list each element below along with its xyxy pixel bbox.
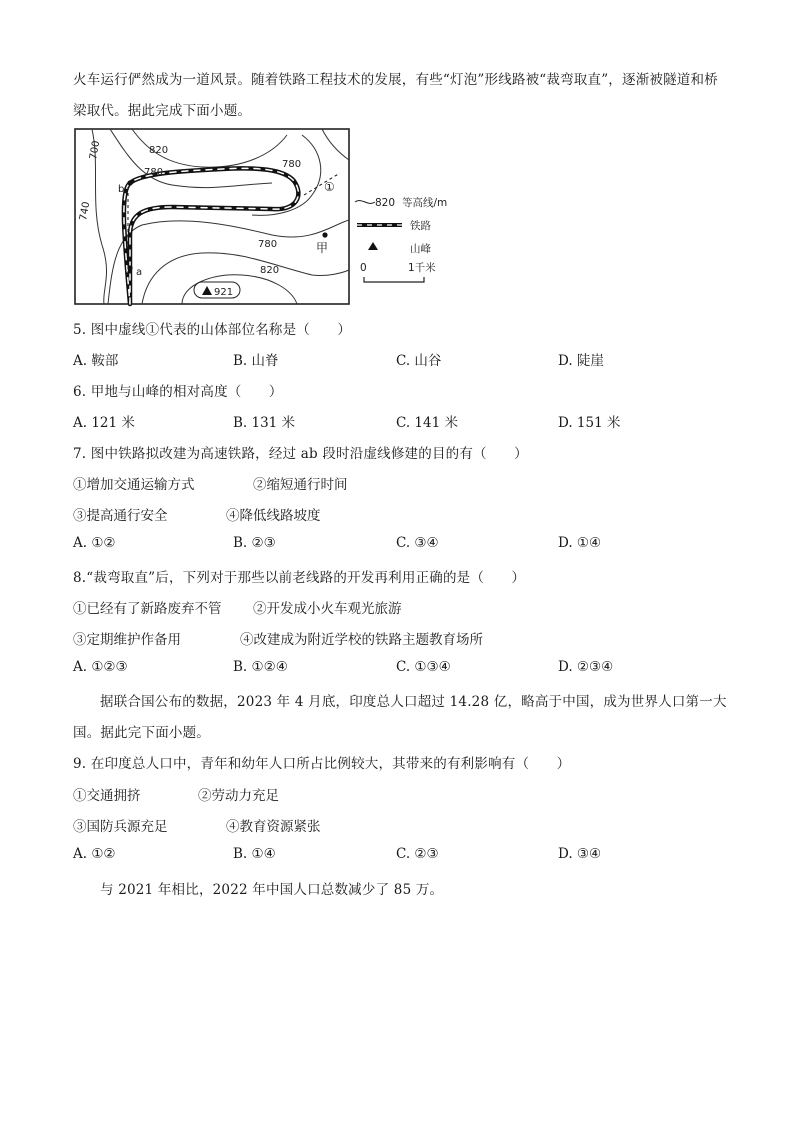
contour-label-700: 700: [88, 139, 103, 161]
q9-option-c[interactable]: C. ②③: [396, 846, 439, 862]
label-b: b: [118, 184, 125, 195]
q7-item-2: ②缩短通行时间: [253, 477, 348, 493]
passage3-line-1: 与 2021 年相比，2022 年中国人口总数减少了 85 万。: [100, 882, 444, 898]
label-jia: 甲: [316, 241, 329, 255]
contour-label-780c: 780: [258, 239, 278, 250]
q8-item-3: ③定期维护作备用: [73, 632, 181, 648]
map-svg: [72, 125, 462, 307]
q6-option-c[interactable]: C. 141 米: [396, 415, 458, 431]
q7-option-a[interactable]: A. ①②: [73, 535, 116, 551]
q5-option-c[interactable]: C. 山谷: [396, 353, 442, 369]
contour-label-820: 820: [149, 145, 169, 156]
q6-option-a[interactable]: A. 121 米: [73, 415, 135, 431]
passage2-line-1: 据联合国公布的数据，2023 年 4 月底，印度总人口超过 14.28 亿，略高于中国，成为世界人口第一大: [100, 694, 727, 710]
q7-option-c[interactable]: C. ③④: [396, 535, 439, 551]
contour-line: [142, 253, 349, 304]
q8-option-d[interactable]: D. ②③④: [558, 659, 614, 675]
q8-item-4: ④改建成为附近学校的铁路主题教育场所: [240, 632, 483, 648]
legend-scale-km: 1千米: [408, 262, 436, 274]
point-jia-marker: [322, 232, 327, 237]
topographic-map: [72, 125, 462, 307]
q9-option-a[interactable]: A. ①②: [73, 846, 116, 862]
peak-label: 921: [214, 287, 234, 298]
q7-item-1: ①增加交通运输方式: [73, 477, 195, 493]
intro-line-1: 火车运行俨然成为一道风景。随着铁路工程技术的发展，有些“灯泡”形线路被“裁弯取直”，逐渐被隧道和桥: [73, 72, 718, 88]
q6-option-d[interactable]: D. 151 米: [558, 415, 621, 431]
q9-item-4: ④教育资源紧张: [226, 819, 321, 835]
label-a: a: [136, 267, 143, 278]
peak-icon: [202, 286, 212, 295]
q6-option-b[interactable]: B. 131 米: [233, 415, 296, 431]
q9-item-3: ③国防兵源充足: [73, 819, 168, 835]
q7-item-4: ④降低线路坡度: [226, 508, 321, 524]
railway-line: [124, 168, 298, 304]
legend-railway-label: 铁路: [410, 220, 431, 232]
q9-item-2: ②劳动力充足: [198, 788, 279, 804]
contour-label-780: 780: [144, 167, 164, 178]
contour-label-740: 740: [78, 200, 93, 222]
q5-option-d[interactable]: D. 陡崖: [558, 353, 604, 369]
passage2-line-2: 国。据此完下面小题。: [73, 725, 210, 741]
q9-option-b[interactable]: B. ①④: [233, 846, 276, 862]
q9-stem: 9. 在印度总人口中，青年和幼年人口所占比例较大，其带来的有利影响有（ ）: [73, 756, 571, 772]
q7-item-3: ③提高通行安全: [73, 508, 168, 524]
legend-peak-icon: [368, 242, 378, 250]
q5-option-a[interactable]: A. 鞍部: [73, 353, 119, 369]
q5-stem: 5. 图中虚线①代表的山体部位名称是（ ）: [73, 322, 352, 338]
q8-option-a[interactable]: A. ①②③: [73, 659, 128, 675]
q7-stem: 7. 图中铁路拟改建为高速铁路，经过 ab 段时沿虚线修建的目的有（ ）: [73, 446, 528, 462]
q5-option-b[interactable]: B. 山脊: [233, 353, 279, 369]
intro-line-2: 梁取代。据此完成下面小题。: [73, 103, 252, 119]
railway-dash: [124, 168, 298, 304]
legend-contour-sample: 820: [375, 197, 396, 209]
legend-contour-icon: [355, 201, 375, 204]
contour-label-820b: 820: [260, 265, 280, 276]
q7-option-d[interactable]: D. ①④: [558, 535, 602, 551]
q8-item-1: ①已经有了新路废弃不管: [73, 601, 222, 617]
point-b-marker: [127, 180, 132, 185]
q8-item-2: ②开发成小火车观光旅游: [253, 601, 402, 617]
label-circle-1: ①: [324, 180, 335, 194]
map-legend: [355, 196, 447, 282]
legend-peak-label: 山峰: [410, 243, 431, 255]
legend-scale-bar: [364, 277, 424, 282]
q8-option-c[interactable]: C. ①③④: [396, 659, 451, 675]
point-a-marker: [127, 265, 132, 270]
contour-line: [322, 129, 349, 160]
q8-option-b[interactable]: B. ①②④: [233, 659, 288, 675]
q9-item-1: ①交通拥挤: [73, 788, 141, 804]
q6-stem: 6. 甲地与山峰的相对高度（ ）: [73, 384, 283, 400]
q8-stem: 8.“裁弯取直”后，下列对于那些以前老线路的开发再利用正确的是（ ）: [73, 570, 526, 586]
legend-scale-zero: 0: [360, 262, 367, 274]
legend-contour-label: 等高线/m: [402, 197, 448, 209]
q7-option-b[interactable]: B. ②③: [233, 535, 276, 551]
q9-option-d[interactable]: D. ③④: [558, 846, 602, 862]
contour-label-780b: 780: [282, 159, 302, 170]
